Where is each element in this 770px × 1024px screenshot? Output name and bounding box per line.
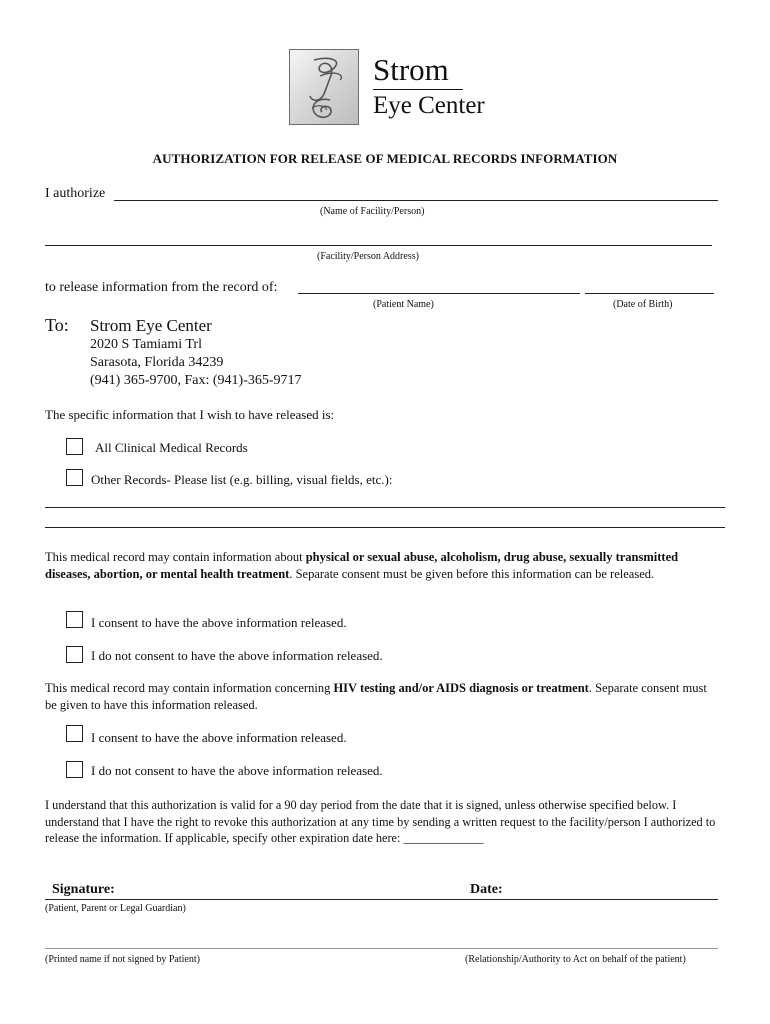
- sensitive-info-paragraph: [45, 549, 713, 582]
- authorize-label: I authorize: [45, 186, 106, 201]
- recipient-phone: (941) 365-9700, Fax: (941)-365-9717: [90, 373, 302, 388]
- other-records-label: Other Records- Please list (e.g. billing, visual fields, etc.):: [91, 472, 393, 487]
- hiv-info-paragraph: [45, 680, 713, 713]
- validity-paragraph: I understand that this authorization is valid for a 90 day period from the date that it is signed, unless otherwise specified below. I understand that I have the right to revoke this authorization at any time by sending a written request to the facility/person I authorized to release the information. If applicable, specify other expiration date here: _____________: [45, 798, 716, 845]
- sensitive-intro: This medical record may contain information about: [45, 550, 306, 564]
- hiv-topics: HIV testing and/or AIDS diagnosis or treatment: [333, 681, 589, 695]
- logo-divider: [373, 89, 463, 90]
- all-records-checkbox[interactable]: [66, 438, 83, 455]
- facility-name-caption: (Name of Facility/Person): [320, 206, 425, 217]
- dob-caption: (Date of Birth): [613, 299, 673, 310]
- consent-no-checkbox-1[interactable]: [66, 646, 83, 663]
- form-title: AUTHORIZATION FOR RELEASE OF MEDICAL RECORDS INFORMATION: [152, 151, 618, 166]
- consent-yes-label-2: I consent to have the above information released.: [91, 730, 347, 745]
- all-records-label: All Clinical Medical Records: [95, 440, 248, 455]
- patient-name-field[interactable]: [298, 293, 580, 294]
- signer-caption: (Patient, Parent or Legal Guardian): [45, 903, 186, 914]
- patient-name-caption: (Patient Name): [373, 299, 434, 310]
- date-of-birth-field[interactable]: [585, 293, 714, 294]
- specific-info-label: The specific information that I wish to have released is:: [45, 407, 335, 422]
- hiv-outro: . Separate consent must be given to have this information released.: [45, 681, 707, 712]
- other-records-field-1[interactable]: [45, 507, 725, 508]
- to-label: To:: [45, 315, 69, 335]
- logo-emblem: [289, 49, 359, 125]
- consent-yes-checkbox-1[interactable]: [66, 611, 83, 628]
- consent-no-checkbox-2[interactable]: [66, 761, 83, 778]
- hiv-intro: This medical record may contain information concerning: [45, 681, 334, 695]
- printed-name-field[interactable]: [45, 948, 718, 949]
- consent-no-label-1: I do not consent to have the above information released.: [91, 648, 383, 663]
- facility-name-field[interactable]: [114, 200, 718, 201]
- consent-no-label-2: I do not consent to have the above information released.: [91, 763, 383, 778]
- sensitive-outro: . Separate consent must be given before this information can be released.: [289, 566, 655, 581]
- other-records-field-2[interactable]: [45, 527, 725, 528]
- release-label: to release information from the record of:: [45, 280, 278, 295]
- consent-yes-checkbox-2[interactable]: [66, 725, 83, 742]
- recipient-street: 2020 S Tamiami Trl: [90, 337, 202, 352]
- logo-name: Strom: [373, 52, 449, 87]
- relationship-caption: (Relationship/Authority to Act on behalf of the patient): [465, 954, 686, 965]
- sensitive-topics: physical or sexual abuse, alcoholism, drug abuse, sexually transmitted diseases, abortion, or mental health treatment: [45, 550, 679, 581]
- logo-subtitle: Eye Center: [373, 92, 485, 119]
- date-label: Date:: [470, 882, 503, 897]
- facility-address-caption: (Facility/Person Address): [317, 251, 419, 262]
- recipient-name: Strom Eye Center: [90, 316, 212, 335]
- signature-label: Signature:: [52, 882, 115, 897]
- recipient-city: Sarasota, Florida 34239: [90, 355, 224, 370]
- facility-address-field[interactable]: [45, 245, 712, 246]
- other-records-checkbox[interactable]: [66, 469, 83, 486]
- signature-date-field[interactable]: [45, 899, 718, 900]
- consent-yes-label-1: I consent to have the above information released.: [91, 615, 347, 630]
- printed-name-caption: (Printed name if not signed by Patient): [45, 954, 200, 965]
